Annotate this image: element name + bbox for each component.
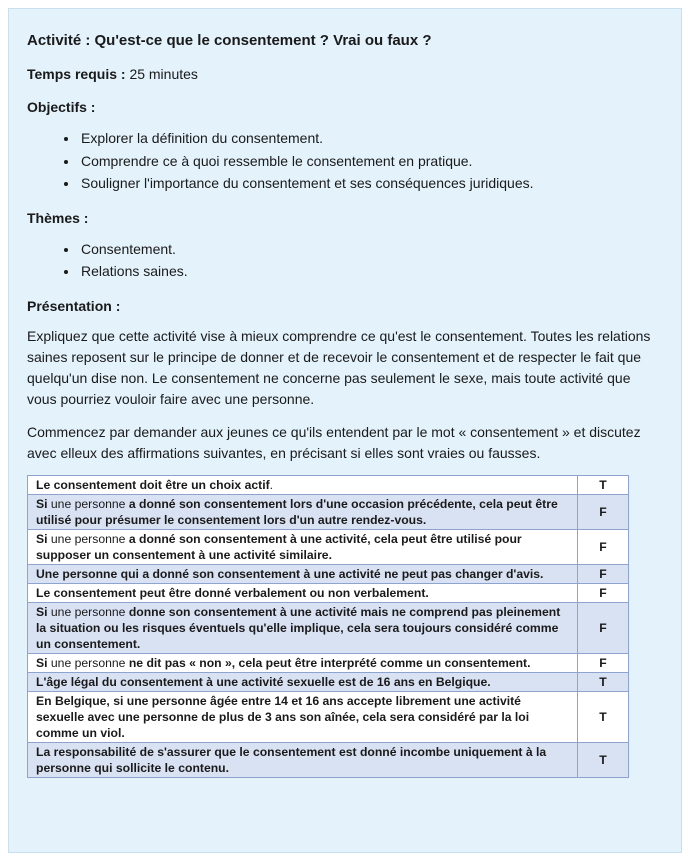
objectives-list <box>27 127 663 195</box>
answer-cell: T <box>578 692 629 743</box>
answer-cell: F <box>578 603 629 654</box>
statement-cell <box>28 530 578 565</box>
presentation-paragraph: Expliquez que cette activité vise à mieux comprendre ce qu'est le consentement. Toutes les relations saines reposent sur le principe de donner et de recevoir le consentement et de respecter le fait que quelqu'un dise non. Le consentement ne concerne pas seulement le sexe, mais toute activité que vous pourriez vouloir faire avec une personne. <box>27 327 651 408</box>
themes-list <box>27 238 663 283</box>
presentation-heading: Présentation : <box>27 297 121 314</box>
list-item: • Explorer la définition du consentement. <box>79 127 663 150</box>
statement-text: Une personne qui a donné son consentement à une activité ne peut pas changer d'avis. <box>36 567 544 582</box>
statement-text: Si <box>36 497 51 512</box>
time-value: 25 minutes <box>129 66 198 82</box>
table-row <box>28 692 629 743</box>
answer-cell: T <box>578 673 629 692</box>
table-row <box>28 654 629 673</box>
presentation-paragraph: Commencez par demander aux jeunes ce qu'ils entendent par le mot « consentement » et discutez avec elleux des affirmations suivantes, en précisant si elles sont vraies ou fausses. <box>27 423 641 461</box>
statement-cell <box>28 584 578 603</box>
statement-text: ne dit pas « non », cela peut être interprété comme un consentement. <box>128 656 531 671</box>
activity-title: Activité : Qu'est-ce que le consentement ? Vrai ou faux ? <box>27 32 432 49</box>
statement-text: Si <box>36 532 51 547</box>
statement-text: Le consentement doit être un choix actif <box>36 478 270 493</box>
statement-text: Si <box>36 605 51 620</box>
table-row <box>28 673 629 692</box>
answer-cell: F <box>578 495 629 530</box>
table-row <box>28 530 629 565</box>
statement-text: a donné son consentement lors d'une occasion précédente, cela peut être utilisé pour présumer le consentement lors d'un autre rendez-vous. <box>36 497 558 528</box>
table-row <box>28 743 629 778</box>
statement-text: une personne <box>50 656 129 671</box>
time-label: Temps requis : <box>27 66 126 82</box>
statement-text: une personne <box>50 605 129 620</box>
statement-cell <box>28 603 578 654</box>
list-item: • Comprendre ce à quoi ressemble le consentement en pratique. <box>79 150 663 173</box>
statement-text: L'âge légal du consentement à une activité sexuelle est de 16 ans en Belgique. <box>36 675 491 690</box>
answer-cell: T <box>578 476 629 495</box>
table-row <box>28 565 629 584</box>
answer-cell: F <box>578 530 629 565</box>
statement-cell <box>28 654 578 673</box>
table-row <box>28 603 629 654</box>
statement-text: En Belgique, si une personne âgée entre 14 et 16 ans accepte librement une activité sexuelle avec une personne de plus de 3 ans son aînée, cela sera considéré par la loi comme un viol. <box>36 694 530 741</box>
list-item: • Relations saines. <box>79 260 663 283</box>
time-required <box>27 64 663 84</box>
objectives-heading: Objectifs : <box>27 99 96 115</box>
statement-text: . <box>269 478 274 493</box>
statement-cell <box>28 565 578 584</box>
table-row <box>28 584 629 603</box>
true-false-table <box>27 475 629 778</box>
answer-cell: F <box>578 584 629 603</box>
statement-cell <box>28 495 578 530</box>
statement-cell <box>28 743 578 778</box>
answer-cell: F <box>578 654 629 673</box>
answer-cell: F <box>578 565 629 584</box>
statement-text: donne son consentement à une activité mais ne comprend pas pleinement la situation ou les risques éventuels qu'elle implique, cela sera toujours considéré comme un consentement. <box>36 605 561 652</box>
activity-card <box>8 8 682 853</box>
statement-text: une personne <box>50 532 129 547</box>
table-row <box>28 476 629 495</box>
statement-text: Si <box>36 656 51 671</box>
statement-text: Le consentement peut être donné verbalement ou non verbalement. <box>36 586 429 601</box>
themes-heading: Thèmes : <box>27 209 89 226</box>
statement-text: a donné son consentement à une activité, cela peut être utilisé pour supposer un consentement à une activité similaire. <box>36 532 522 563</box>
list-item: • Consentement. <box>79 238 663 261</box>
statement-text: une personne <box>50 497 129 512</box>
list-item: • Souligner l'importance du consentement et ses conséquences juridiques. <box>79 172 663 195</box>
statement-cell <box>28 673 578 692</box>
answer-cell: T <box>578 743 629 778</box>
statement-cell <box>28 476 578 495</box>
statement-cell <box>28 692 578 743</box>
statement-text: La responsabilité de s'assurer que le consentement est donné incombe uniquement à la personne qui sollicite le contenu. <box>36 745 547 776</box>
table-row <box>28 495 629 530</box>
